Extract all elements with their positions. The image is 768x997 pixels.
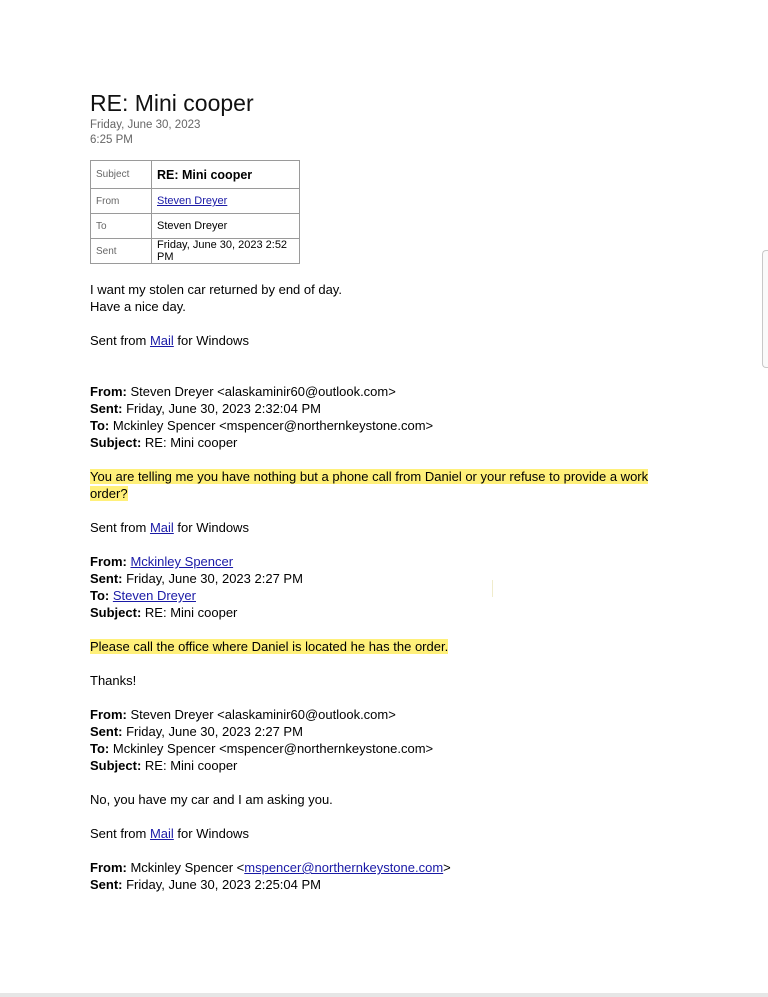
- email-header-from: [90, 553, 690, 570]
- label: Sent:: [90, 571, 123, 586]
- header-subject-value: RE: Mini cooper: [152, 161, 300, 189]
- header-key: Sent: [91, 239, 152, 264]
- email-header-subject: [90, 757, 690, 774]
- scroll-handle[interactable]: [762, 250, 768, 368]
- to-value: Mckinley Spencer <mspencer@northernkeystone.com>: [109, 741, 434, 756]
- header-key: Subject: [91, 161, 152, 189]
- message-line: Have a nice day.: [90, 299, 186, 314]
- header-row-sent: [91, 239, 300, 264]
- page-date: Friday, June 30, 2023: [90, 119, 201, 131]
- email-header-to: [90, 417, 690, 434]
- label: Sent:: [90, 401, 123, 416]
- header-row-subject: [91, 161, 300, 189]
- mail-link[interactable]: Mail: [149, 826, 174, 841]
- email-header-subject: [90, 604, 690, 621]
- signature-text: Sent from: [90, 520, 150, 535]
- header-table: [90, 160, 300, 264]
- label: Subject:: [90, 758, 142, 773]
- page-time: 6:25 PM: [90, 134, 133, 146]
- text-cursor: [492, 580, 493, 597]
- sent-value: Friday, June 30, 2023 2:32:04 PM: [122, 401, 321, 416]
- signature-text: for Windows: [173, 826, 249, 841]
- sent-value: Friday, June 30, 2023 2:27 PM: [122, 724, 303, 739]
- page-title: RE: Mini cooper: [90, 90, 254, 116]
- mail-link[interactable]: Mail: [149, 333, 174, 348]
- header-key: To: [91, 214, 152, 239]
- label: To:: [90, 418, 110, 433]
- label: To:: [90, 588, 110, 603]
- from-link[interactable]: Mckinley Spencer: [130, 554, 234, 569]
- from-value: Mckinley Spencer <: [126, 860, 245, 875]
- from-value: >: [443, 860, 451, 875]
- message-line: Thanks!: [90, 673, 137, 688]
- message-line: I want my stolen car returned by end of day.: [90, 282, 342, 297]
- from-email-link[interactable]: mspencer@northernkeystone.com: [244, 860, 444, 875]
- header-from-cell: [152, 189, 300, 214]
- sent-value: Friday, June 30, 2023 2:27 PM: [122, 571, 303, 586]
- from-value: Steven Dreyer <alaskaminir60@outlook.com>: [126, 384, 396, 399]
- to-link[interactable]: Steven Dreyer: [112, 588, 196, 603]
- email-header-from: [90, 706, 690, 723]
- email-header-to: [90, 587, 690, 604]
- email-body: [90, 281, 690, 893]
- signature: [90, 519, 690, 536]
- header-to-value: Steven Dreyer: [152, 214, 300, 239]
- signature-text: Sent from: [90, 333, 150, 348]
- signature: [90, 825, 690, 842]
- label: Sent:: [90, 877, 123, 892]
- message-line: No, you have my car and I am asking you.: [90, 792, 333, 807]
- highlighted-text: Please call the office where Daniel is located he has the order.: [90, 639, 449, 654]
- to-value: Mckinley Spencer <mspencer@northernkeystone.com>: [109, 418, 434, 433]
- page-bottom-edge: [0, 993, 768, 997]
- signature-text: Sent from: [90, 826, 150, 841]
- sent-value: Friday, June 30, 2023 2:25:04 PM: [122, 877, 321, 892]
- signature: [90, 332, 690, 349]
- email-header-to: [90, 740, 690, 757]
- email-header-sent: [90, 723, 690, 740]
- email-header-from: [90, 383, 690, 400]
- label: Subject:: [90, 605, 142, 620]
- email-document: [90, 88, 690, 893]
- header-sent-value: Friday, June 30, 2023 2:52 PM: [152, 239, 300, 264]
- signature-text: for Windows: [173, 333, 249, 348]
- label: From:: [90, 860, 127, 875]
- email-header-sent: [90, 876, 690, 893]
- header-row-to: [91, 214, 300, 239]
- label: From:: [90, 707, 127, 722]
- label: From:: [90, 384, 127, 399]
- subject-value: RE: Mini cooper: [141, 435, 238, 450]
- signature-text: for Windows: [173, 520, 249, 535]
- highlighted-message: [90, 638, 690, 655]
- header-row-from: [91, 189, 300, 214]
- subject-value: RE: Mini cooper: [141, 758, 238, 773]
- email-header-from: [90, 859, 690, 876]
- highlighted-text: You are telling me you have nothing but a phone call from Daniel or your refuse to provide a work order?: [90, 469, 649, 501]
- subject-value: RE: Mini cooper: [141, 605, 238, 620]
- highlighted-message: [90, 468, 650, 502]
- label: Subject:: [90, 435, 142, 450]
- from-value: Steven Dreyer <alaskaminir60@outlook.com>: [126, 707, 396, 722]
- label: From:: [90, 554, 127, 569]
- email-header-subject: [90, 434, 690, 451]
- header-from-link[interactable]: Steven Dreyer: [157, 195, 228, 207]
- email-header-sent: [90, 400, 690, 417]
- mail-link[interactable]: Mail: [149, 520, 174, 535]
- label: To:: [90, 741, 110, 756]
- header-key: From: [91, 189, 152, 214]
- email-header-sent: [90, 570, 690, 587]
- label: Sent:: [90, 724, 123, 739]
